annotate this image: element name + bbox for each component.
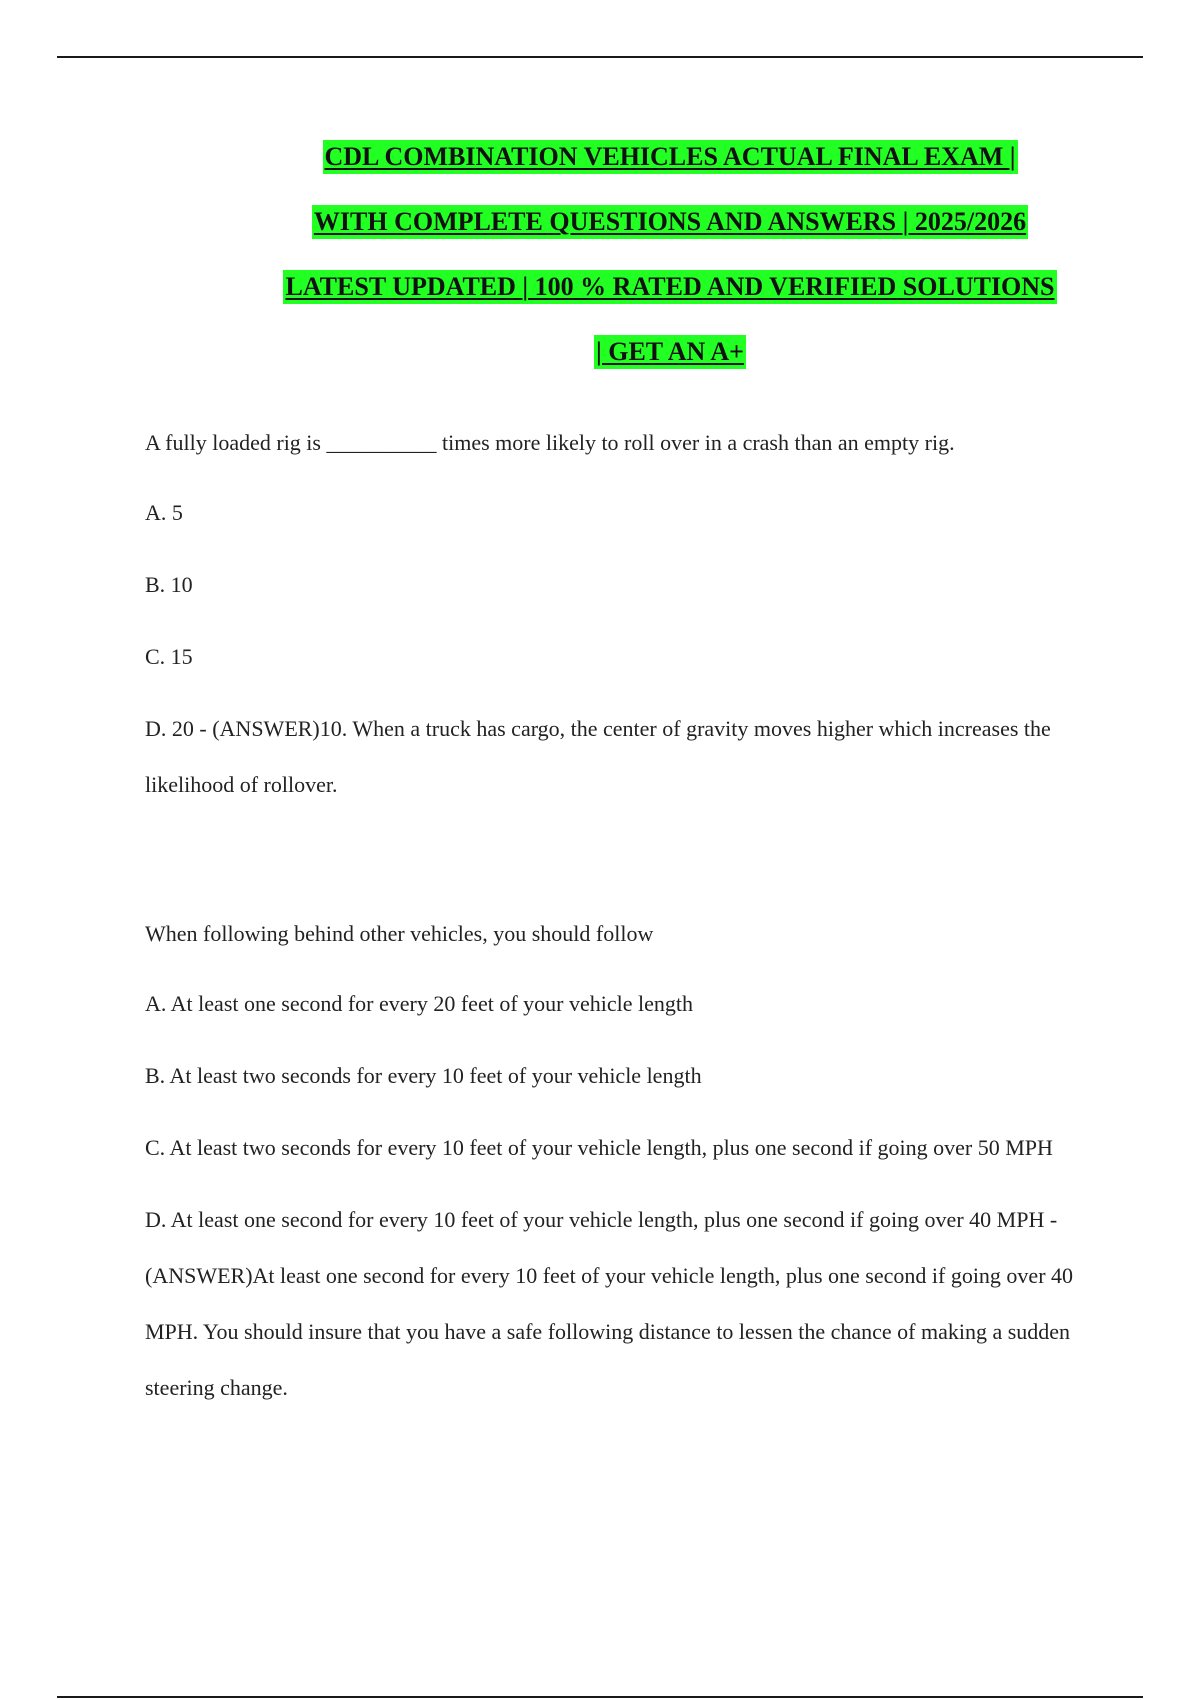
answer-option: B. 10 — [145, 572, 193, 597]
title-line — [240, 270, 1100, 335]
answer-option: A. At least one second for every 20 feet of your vehicle length — [145, 991, 693, 1016]
answer-option-with-explanation: D. At least one second for every 10 feet of your vehicle length, plus one second if going over 40 MPH - (ANSWER)At least one second for every 10 feet of your vehicle length, plus one second if going over 40 MPH. You should insure that you have a safe following distance to lessen the chance of making a sudden steering change. — [145, 1207, 1074, 1400]
answer-option: C. At least two seconds for every 10 feet of your vehicle length, plus one second if going over 50 MPH — [145, 1135, 1053, 1160]
answer-option: B. At least two seconds for every 10 feet of your vehicle length — [145, 1063, 702, 1088]
title-line — [240, 205, 1100, 270]
title-line-4: | GET AN A+ — [594, 335, 746, 369]
title-line — [240, 140, 1100, 205]
header-rule — [57, 56, 1143, 58]
question-stem: When following behind other vehicles, you should follow — [145, 921, 654, 946]
document-body — [145, 415, 1105, 1416]
question-2 — [145, 906, 1105, 1416]
question-1 — [145, 415, 1105, 813]
title-line-1: CDL COMBINATION VEHICLES ACTUAL FINAL EXAM | — [323, 140, 1018, 174]
question-spacer — [145, 813, 1105, 906]
answer-option: C. 15 — [145, 644, 193, 669]
answer-option-with-explanation: D. 20 - (ANSWER)10. When a truck has cargo, the center of gravity moves higher which increases the likelihood of rollover. — [145, 716, 1051, 797]
title-line-3: LATEST UPDATED | 100 % RATED AND VERIFIED SOLUTIONS — [283, 270, 1056, 304]
title-line-2: WITH COMPLETE QUESTIONS AND ANSWERS | 2025/2026 — [312, 205, 1028, 239]
answer-option: A. 5 — [145, 500, 183, 525]
title-line — [240, 335, 1100, 400]
question-stem: A fully loaded rig is __________ times more likely to roll over in a crash than an empty rig. — [145, 430, 955, 455]
document-title — [240, 140, 1100, 400]
footer-rule — [57, 1696, 1143, 1698]
